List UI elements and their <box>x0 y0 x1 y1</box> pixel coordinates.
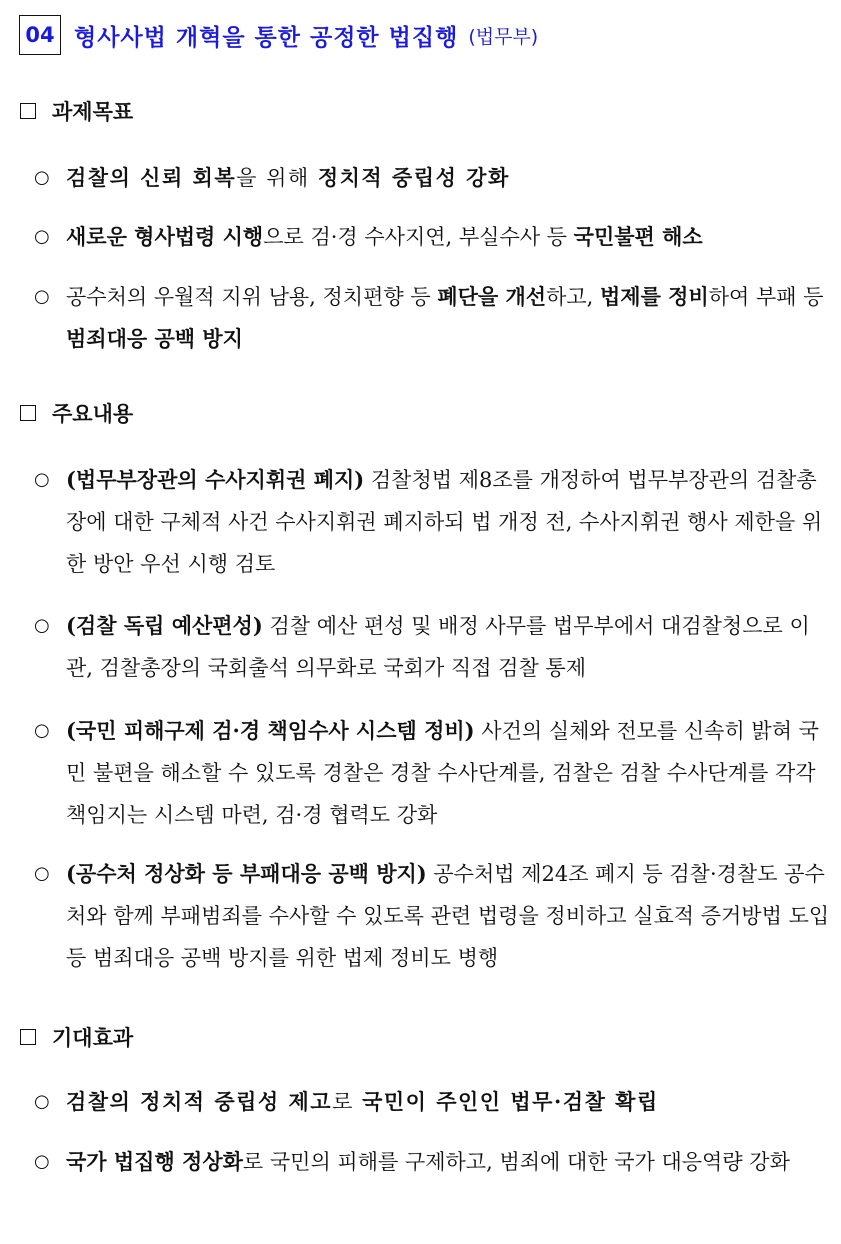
circle-bullet-icon: ○ <box>34 615 50 636</box>
checkbox-square-icon <box>20 405 36 421</box>
section-content-heading <box>20 398 133 428</box>
circle-bullet-icon: ○ <box>34 1091 50 1112</box>
effect-item-2: ○ 국가 법집행 정상화로 국민의 피해를 구제하고, 범죄에 대한 국가 대응역량 강화 <box>34 1141 830 1183</box>
content-item-1: ○ (법무부장관의 수사지휘권 폐지) 검찰청법 제8조를 개정하여 법무부장관의 검찰총장에 대한 구체적 사건 수사지휘권 폐지하되 법 개정 전, 수사지휘권 행사 제한을 위한 방안 우선 시행 검토 <box>34 459 830 585</box>
circle-bullet-icon: ○ <box>34 863 50 884</box>
section-title: 과제목표 <box>52 100 134 124</box>
section-number: 04 <box>19 15 61 55</box>
ministry-label: (법무부) <box>468 25 539 48</box>
section-title: 주요내용 <box>52 402 134 426</box>
section-effects-heading <box>20 1022 133 1052</box>
effect-item-1: ○ 검찰의 정치적 중립성 제고로 국민이 주인인 법무·검찰 확립 <box>34 1081 830 1123</box>
content-item-2: ○ (검찰 독립 예산편성) 검찰 예산 편성 및 배정 사무를 법무부에서 대검찰청으로 이관, 검찰총장의 국회출석 의무화로 국회가 직접 검찰 통제 <box>34 605 830 689</box>
goal-item-1: ○ 검찰의 신뢰 회복을 위해 정치적 중립성 강화 <box>34 157 830 199</box>
circle-bullet-icon: ○ <box>34 286 50 307</box>
checkbox-square-icon <box>20 103 36 119</box>
goal-item-3: ○ 공수처의 우월적 지위 남용, 정치편향 등 폐단을 개선하고, 법제를 정비하여 부패 등 범죄대응 공백 방지 <box>34 276 830 360</box>
content-item-3: ○ (국민 피해구제 검·경 책임수사 시스템 정비) 사건의 실체와 전모를 신속히 밝혀 국민 불편을 해소할 수 있도록 경찰은 경찰 수사단계를, 검찰은 검찰 수사단계를 각각 책임지는 시스템 마련, 검·경 협력도 강화 <box>34 710 830 836</box>
circle-bullet-icon: ○ <box>34 720 50 741</box>
section-title: 기대효과 <box>52 1026 134 1050</box>
section-goals-heading <box>20 96 133 126</box>
goal-item-2: ○ 새로운 형사법령 시행으로 검·경 수사지연, 부실수사 등 국민불편 해소 <box>34 216 830 258</box>
circle-bullet-icon: ○ <box>34 1151 50 1172</box>
page-title: 형사사법 개혁을 통한 공정한 법집행 <box>74 24 459 51</box>
circle-bullet-icon: ○ <box>34 226 50 247</box>
circle-bullet-icon: ○ <box>34 469 50 490</box>
page-header <box>19 13 538 57</box>
checkbox-square-icon <box>20 1029 36 1045</box>
content-item-4: ○ (공수처 정상화 등 부패대응 공백 방지) 공수처법 제24조 폐지 등 검찰·경찰도 공수처와 함께 부패범죄를 수사할 수 있도록 관련 법령을 정비하고 실효적 증거방법 도입 등 범죄대응 공백 방지를 위한 법제 정비도 병행 <box>34 853 830 979</box>
circle-bullet-icon: ○ <box>34 167 50 188</box>
